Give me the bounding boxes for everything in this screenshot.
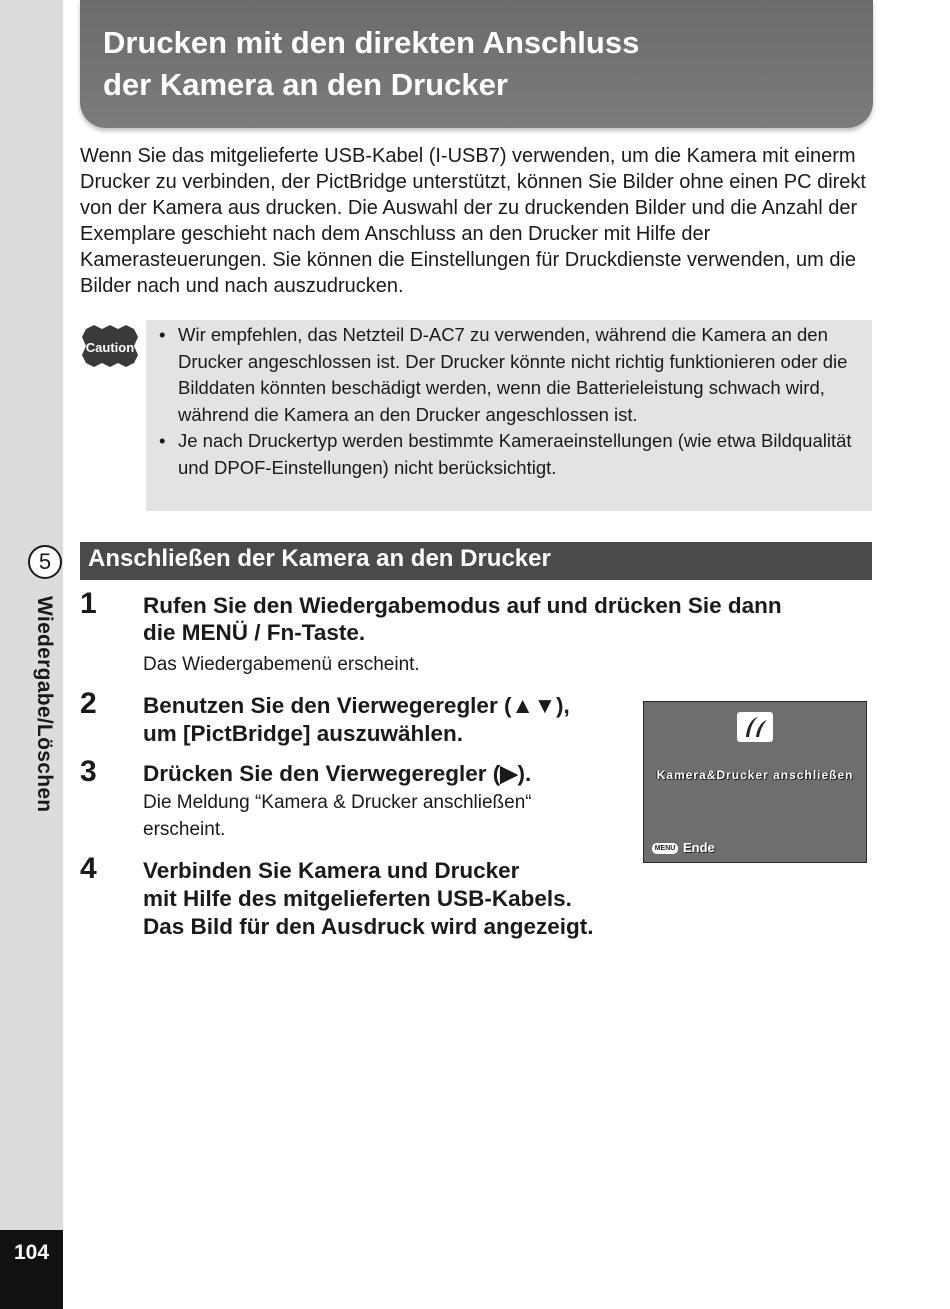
svg-text:Caution: Caution — [85, 340, 135, 355]
caution-icon — [82, 325, 138, 372]
step-1-line-2: die MENÜ / Fn-Taste. — [143, 620, 366, 645]
step-4-line-2: mit Hilfe des mitgelieferten USB-Kabels. — [143, 886, 572, 911]
section-header — [80, 542, 872, 580]
step-number: 1 — [80, 587, 97, 620]
chapter-number: 5 — [28, 545, 62, 579]
step-1-line-1: Rufen Sie den Wiedergabemodus auf und drücken Sie dann — [143, 593, 782, 618]
step-number: 4 — [80, 852, 97, 885]
step-1-note: Das Wiedergabemenü erscheint. — [143, 654, 420, 675]
page-title-banner — [80, 0, 873, 128]
step-4-line-3: Das Bild für den Ausdruck wird angezeigt. — [143, 914, 594, 939]
caution-item: • Wir empfehlen, das Netzteil D-AC7 zu verwenden, während die Kamera an den Drucker angeschlossen ist. Der Drucker könnte nicht richtig funktionieren oder die Bilddaten könnten beschädigt werden, wenn die Batterieleistung schwach wird, während die Kamera an den Drucker angeschlossen ist. — [178, 322, 868, 428]
step-number: 2 — [80, 687, 97, 720]
menu-end-label: Ende — [683, 840, 715, 855]
chapter-label: Wiedergabe/Löschen — [33, 596, 56, 813]
step-3-note-line-2: erscheint. — [143, 819, 226, 840]
caution-item: • Je nach Druckertyp werden bestimmte Kameraeinstellungen (wie etwa Bildqualität und DPOF-Einstellungen) nicht berücksichtigt. — [178, 428, 868, 481]
step-number: 3 — [80, 755, 97, 788]
caution-list — [146, 322, 868, 481]
pictbridge-icon — [737, 712, 773, 747]
menu-key-icon: MENU — [652, 843, 678, 854]
step-3-line-1: Drücken Sie den Vierwegeregler (▶). — [143, 761, 532, 786]
screen-message: Kamera&Drucker anschließen — [656, 768, 854, 782]
page-title-line-1: Drucken mit den direkten Anschluss — [103, 25, 640, 60]
intro-paragraph: Wenn Sie das mitgelieferte USB-Kabel (I-USB7) verwenden, um die Kamera mit einerm Drucker zu verbinden, der PictBridge unterstützt, können Sie Bilder ohne einen PC direkt von der Kamera aus drucken. Die Auswahl der zu druckenden Bilder und die Anzahl der Exemplare geschieht nach dem Anschluss an den Drucker mit Hilfe der Kamerasteuerungen. Sie können die Einstellungen für Druckdienste verwenden, um die Bilder nach und nach auszudrucken. — [80, 145, 866, 297]
step-4-line-1: Verbinden Sie Kamera und Drucker — [143, 858, 520, 883]
step-2-line-1: Benutzen Sie den Vierwegeregler (▲▼), — [143, 693, 570, 718]
caution-box — [146, 320, 872, 511]
page-title-line-2: der Kamera an den Drucker — [103, 67, 508, 102]
step-2-line-2: um [PictBridge] auszuwählen. — [143, 721, 464, 746]
camera-screen-illustration — [643, 701, 867, 863]
page-number: 104 — [0, 1230, 63, 1309]
section-title: Anschließen der Kamera an den Drucker — [88, 545, 551, 572]
step-3-note-line-1: Die Meldung “Kamera & Drucker anschließen“ — [143, 792, 532, 813]
